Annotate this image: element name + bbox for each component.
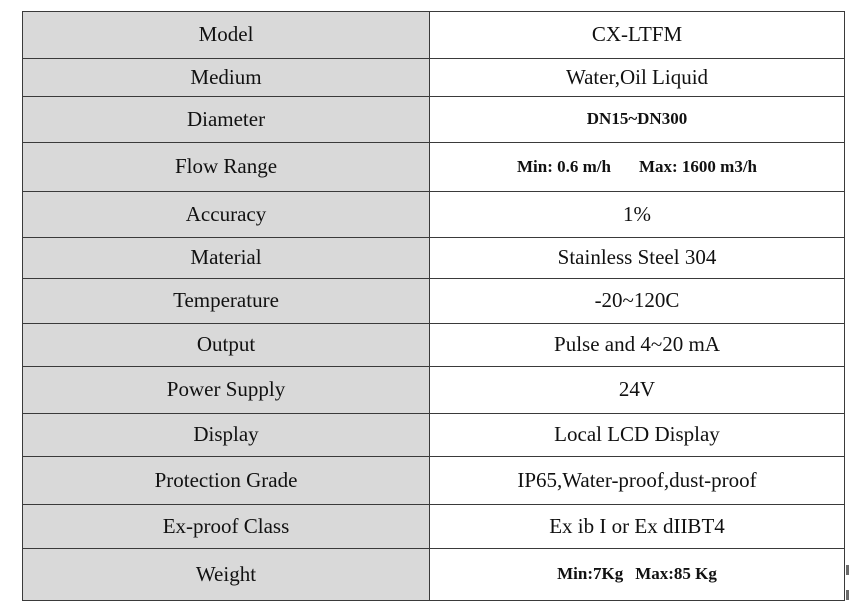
row-label: Diameter — [23, 97, 430, 143]
table-row — [23, 549, 845, 601]
row-value: Ex ib I or Ex dIIBT4 — [430, 505, 845, 549]
row-label: Display — [23, 414, 430, 457]
row-label: Material — [23, 238, 430, 279]
table-row — [23, 505, 845, 549]
table-row — [23, 324, 845, 367]
flow-min-value: Min: 0.6 m/h — [516, 156, 611, 176]
scan-edge-mark — [846, 590, 849, 600]
row-label: Power Supply — [23, 367, 430, 414]
table-row — [23, 367, 845, 414]
table-row — [23, 414, 845, 457]
flow-max-value: Max: 1600 m3/h — [638, 156, 758, 176]
row-value: -20~120C — [430, 279, 845, 324]
row-value: DN15~DN300 — [430, 97, 845, 143]
row-label: Model — [23, 12, 430, 59]
table-row — [23, 97, 845, 143]
row-value: Water,Oil Liquid — [430, 59, 845, 97]
specification-table — [22, 11, 845, 601]
row-label: Protection Grade — [23, 457, 430, 505]
table-row — [23, 279, 845, 324]
scan-edge-mark — [846, 565, 849, 575]
table-row — [23, 12, 845, 59]
row-value: Stainless Steel 304 — [430, 238, 845, 279]
row-label: Weight — [23, 549, 430, 601]
row-label: Flow Range — [23, 143, 430, 192]
row-label: Output — [23, 324, 430, 367]
row-value: IP65,Water-proof,dust-proof — [430, 457, 845, 505]
row-value: Local LCD Display — [430, 414, 845, 457]
table-row — [23, 143, 845, 192]
row-value: CX-LTFM — [430, 12, 845, 59]
weight-min-value: Min:7Kg — [557, 564, 624, 584]
row-value: 1% — [430, 192, 845, 238]
row-value: 24V — [430, 367, 845, 414]
table-row — [23, 192, 845, 238]
weight-max-value: Max:85 Kg — [635, 564, 717, 584]
row-label: Medium — [23, 59, 430, 97]
row-label: Accuracy — [23, 192, 430, 238]
table-row — [23, 457, 845, 505]
table-row — [23, 59, 845, 97]
row-value — [430, 549, 845, 601]
row-value — [430, 143, 845, 192]
row-label: Ex-proof Class — [23, 505, 430, 549]
table-row — [23, 238, 845, 279]
row-value: Pulse and 4~20 mA — [430, 324, 845, 367]
row-label: Temperature — [23, 279, 430, 324]
